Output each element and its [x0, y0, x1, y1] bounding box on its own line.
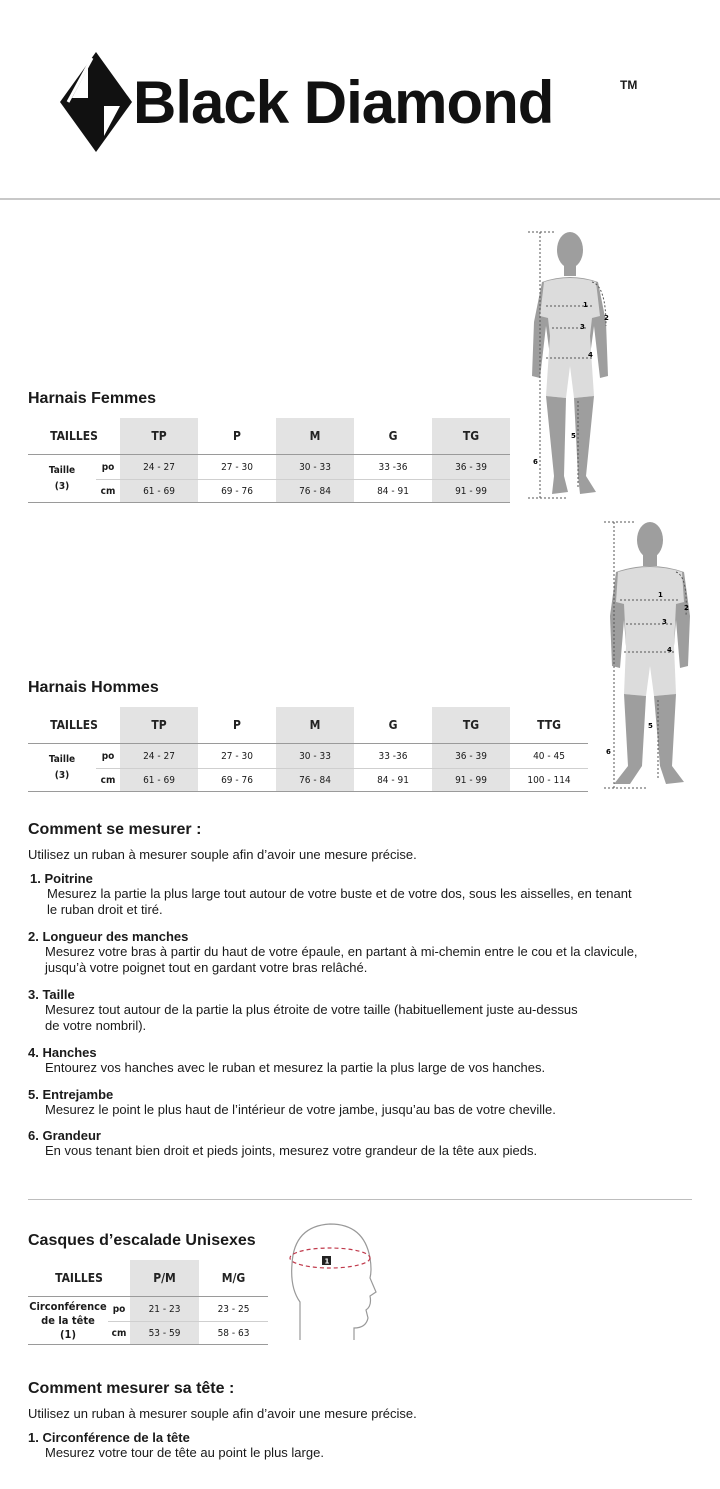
- head-illustration: [284, 1218, 380, 1344]
- table-cell: 40 - 45: [510, 744, 588, 769]
- marker-1: 1: [658, 591, 663, 599]
- table-cell: 27 - 30: [198, 455, 276, 480]
- unit-cm: cm: [96, 480, 120, 503]
- table-cell: 36 - 39: [432, 744, 510, 769]
- measure-item-sleeve: 2. Longueur des manches Mesurez votre bras à partir du haut de votre épaule, en partant à mi-chemin entre le cou et la clavicule, jusqu’à votre poignet tout en gardant votre bras relâché.: [28, 929, 638, 975]
- header-label: TAILLES: [28, 707, 120, 744]
- marker-6: 6: [606, 748, 611, 756]
- size-m: M: [276, 418, 354, 455]
- table-cell: 61 - 69: [120, 769, 198, 792]
- women-figure-illustration: [522, 226, 622, 504]
- table-cell: 76 - 84: [276, 480, 354, 503]
- men-figure-illustration: [600, 516, 700, 794]
- marker-5: 5: [648, 722, 653, 730]
- size-tg: TG: [432, 418, 510, 455]
- men-size-table: [28, 707, 588, 792]
- header-label: TAILLES: [28, 418, 120, 455]
- size-p: P: [198, 418, 276, 455]
- marker-2: 2: [604, 314, 609, 322]
- size-tp: TP: [120, 418, 198, 455]
- row-label: Taille (3): [28, 455, 96, 503]
- divider: [28, 1199, 692, 1200]
- table-cell: 91 - 99: [432, 480, 510, 503]
- marker-4: 4: [588, 351, 593, 359]
- unit-po: po: [108, 1297, 130, 1322]
- measure-item-inseam: 5. Entrejambe Mesurez le point le plus haut de l’intérieur de votre jambe, jusqu’au bas de votre cheville.: [28, 1087, 556, 1117]
- brand-name: Black Diamond: [133, 69, 554, 136]
- table-cell: 27 - 30: [198, 744, 276, 769]
- head-measure-title: Comment mesurer sa tête :: [28, 1380, 235, 1397]
- table-cell: 100 - 114: [510, 769, 588, 792]
- table-cell: 23 - 25: [199, 1297, 268, 1322]
- unit-cm: cm: [96, 769, 120, 792]
- size-pm: P/M: [130, 1260, 199, 1297]
- table-cell: 91 - 99: [432, 769, 510, 792]
- table-cell: 69 - 76: [198, 480, 276, 503]
- table-cell: 33 -36: [354, 455, 432, 480]
- head-measure-intro: Utilisez un ruban à mesurer souple afin d’avoir une mesure précise.: [28, 1406, 417, 1421]
- table-cell: 53 - 59: [130, 1322, 199, 1345]
- diamond-logo-icon: [58, 50, 134, 154]
- unit-cm: cm: [108, 1322, 130, 1345]
- table-cell: 61 - 69: [120, 480, 198, 503]
- size-tp: TP: [120, 707, 198, 744]
- women-harness-title: Harnais Femmes: [28, 390, 157, 407]
- measure-item-chest: 1. Poitrine Mesurez la partie la plus large tout autour de votre buste et de votre dos, sous les aisselles, en tenant le ruban droit et tiré.: [30, 871, 632, 917]
- helmet-title: Casques d’escalade Unisexes: [28, 1232, 256, 1249]
- marker-6: 6: [533, 458, 538, 466]
- marker-4: 4: [667, 646, 672, 654]
- marker-5: 5: [571, 432, 576, 440]
- table-cell: 30 - 33: [276, 744, 354, 769]
- measure-item-waist: 3. Taille Mesurez tout autour de la partie la plus étroite de votre taille (habituellement juste au-dessus de votre nombril).: [28, 987, 578, 1033]
- measure-item-height: 6. Grandeur En vous tenant bien droit et pieds joints, mesurez votre grandeur de la tête aux pieds.: [28, 1128, 538, 1158]
- how-to-measure-intro: Utilisez un ruban à mesurer souple afin d’avoir une mesure précise.: [28, 847, 417, 862]
- table-cell: 58 - 63: [199, 1322, 268, 1345]
- trademark: TM: [620, 78, 638, 92]
- table-cell: 30 - 33: [276, 455, 354, 480]
- size-mg: M/G: [199, 1260, 268, 1297]
- table-cell: 84 - 91: [354, 480, 432, 503]
- header-label: TAILLES: [28, 1260, 130, 1297]
- size-m: M: [276, 707, 354, 744]
- table-cell: 36 - 39: [432, 455, 510, 480]
- row-label: Circonférence de la tête (1): [28, 1297, 108, 1345]
- row-label: Taille (3): [28, 744, 96, 792]
- men-harness-title: Harnais Hommes: [28, 679, 159, 696]
- table-cell: 21 - 23: [130, 1297, 199, 1322]
- marker-3: 3: [580, 323, 585, 331]
- measure-item-hips: 4. Hanches Entourez vos hanches avec le ruban et mesurez la partie la plus large de vos hanches.: [28, 1045, 546, 1075]
- marker-2: 2: [684, 604, 689, 612]
- women-size-table: [28, 418, 510, 503]
- how-to-measure-title: Comment se mesurer :: [28, 821, 202, 838]
- marker-1: 1: [324, 1257, 330, 1266]
- size-tg: TG: [432, 707, 510, 744]
- table-cell: 84 - 91: [354, 769, 432, 792]
- marker-1: 1: [583, 301, 588, 309]
- unit-po: po: [96, 744, 120, 769]
- size-p: P: [198, 707, 276, 744]
- size-g: G: [354, 418, 432, 455]
- table-cell: 24 - 27: [120, 744, 198, 769]
- size-ttg: TTG: [510, 707, 588, 744]
- table-cell: 24 - 27: [120, 455, 198, 480]
- header: [0, 0, 720, 200]
- size-g: G: [354, 707, 432, 744]
- table-cell: 69 - 76: [198, 769, 276, 792]
- unit-po: po: [96, 455, 120, 480]
- measure-item-head: 1. Circonférence de la tête Mesurez votre tour de tête au point le plus large.: [28, 1430, 324, 1460]
- marker-3: 3: [662, 618, 667, 626]
- helmet-size-table: [28, 1260, 268, 1345]
- table-cell: 76 - 84: [276, 769, 354, 792]
- table-cell: 33 -36: [354, 744, 432, 769]
